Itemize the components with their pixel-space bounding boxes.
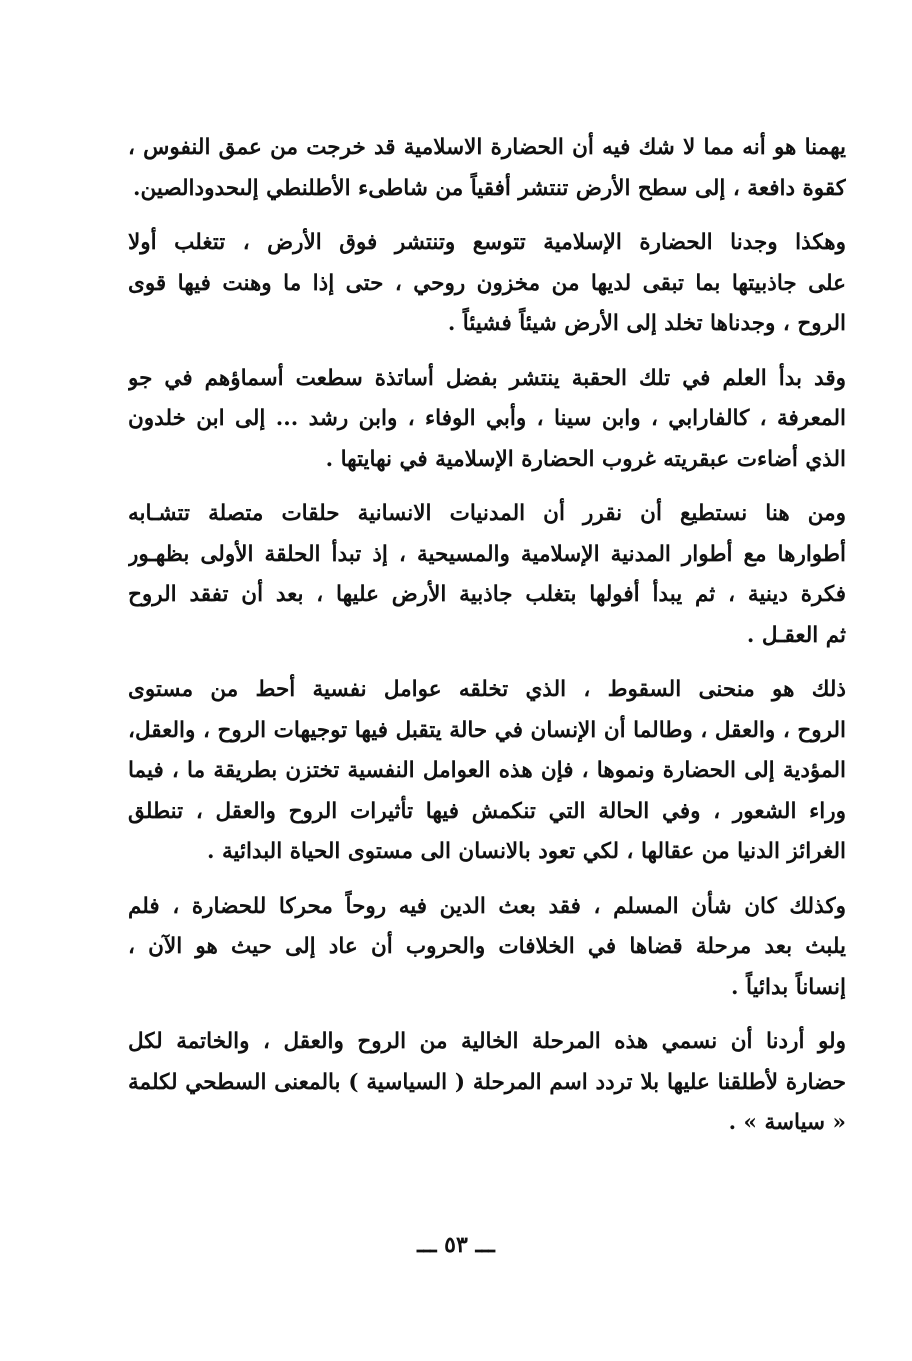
text-line: « سياسة » . bbox=[728, 1110, 846, 1135]
paragraph-6 bbox=[128, 887, 846, 1009]
text-line: وقد بدأ العلم في تلك الحقبة ينتشر بفضل أساتذة سطعت أسماؤهم في جو bbox=[128, 365, 846, 391]
text-line: فكرة دينية ، ثم يبدأ أفولها بتغلب جاذبية الأرض عليها ، بعد أن تفقد الروح bbox=[128, 582, 846, 607]
text-line: وراء الشعور ، وفي الحالة التي تنكمش فيها تأثيرات الروح والعقل ، تنطلق bbox=[128, 798, 846, 824]
paragraph-1 bbox=[128, 128, 846, 209]
paragraph-2 bbox=[128, 223, 846, 345]
text-line: الغرائز الدنيا من عقالها ، لكي تعود بالانسان الى مستوى الحياة البدائية . bbox=[206, 839, 846, 864]
paragraph-7 bbox=[128, 1022, 846, 1144]
text-line: وهكذا وجدنا الحضارة الإسلامية تتوسع وتنتشر فوق الأرض ، تتغلب أولا bbox=[128, 230, 846, 255]
text-line: على جاذبيتها بما تبقى لديها من مخزون روحي ، حتى إذا ما وهنت فيها قوى bbox=[128, 270, 846, 296]
text-line: المؤدية إلى الحضارة ونموها ، فإن هذه العوامل النفسية تختزن بطريقة ما ، فيما bbox=[128, 758, 846, 783]
body-text bbox=[128, 128, 846, 1158]
text-line: الذي أضاءت عبقريته غروب الحضارة الإسلامية في نهايتها . bbox=[325, 446, 846, 472]
text-line: أطوارها مع أطوار المدنية الإسلامية والمسيحية ، إذ تبدأ الحلقة الأولى بظهـور bbox=[128, 541, 846, 567]
text-line: ولو أردنا أن نسمي هذه المرحلة الخالية من الروح والعقل ، والخاتمة لكل bbox=[128, 1029, 846, 1054]
text-line: إنساناً بدائياً . bbox=[731, 974, 846, 1000]
text-line: يلبث بعد مرحلة قضاها في الخلافات والحروب أن عاد إلى حيث هو الآن ، bbox=[128, 934, 846, 959]
paragraph-3 bbox=[128, 359, 846, 481]
text-line: وكذلك كان شأن المسلم ، فقد بعث الدين فيه روحاً محركا للحضارة ، فلم bbox=[128, 893, 846, 919]
text-line: كقوة دافعة ، إلى سطح الأرض تنتشر أفقياً من شاطىء الأطلنطي إلىحدودالصين. bbox=[133, 175, 846, 201]
page-number: ـــ ٥٣ ـــ bbox=[417, 1232, 495, 1258]
text-line: الروح ، والعقل ، وطالما أن الإنسان في حالة يتقبل فيها توجيهات الروح ، والعقل، bbox=[128, 717, 846, 743]
text-line: الروح ، وجدناها تخلد إلى الأرض شيئاً فشيئاً . bbox=[447, 311, 846, 336]
text-line: حضارة لأطلقنا عليها بلا تردد اسم المرحلة ( السياسية ) بالمعنى السطحي لكلمة bbox=[128, 1069, 846, 1095]
text-line: ذلك هو منحنى السقوط ، الذي تخلقه عوامل نفسية أحط من مستوى bbox=[128, 677, 846, 702]
paragraph-5 bbox=[128, 670, 846, 873]
text-line: ثم العقـل . bbox=[746, 622, 846, 648]
text-line: ومن هنا نستطيع أن نقرر أن المدنيات الانسانية حلقات متصلة تتشـابه bbox=[128, 501, 846, 526]
paragraph-4 bbox=[128, 494, 846, 656]
text-line: يهمنا هو أنه مما لا شك فيه أن الحضارة الاسلامية قد خرجت من عمق النفوس ، bbox=[128, 135, 846, 160]
text-line: المعرفة ، كالفارابي ، وابن سينا ، وأبي الوفاء ، وابن رشد ... إلى ابن خلدون bbox=[128, 406, 846, 431]
